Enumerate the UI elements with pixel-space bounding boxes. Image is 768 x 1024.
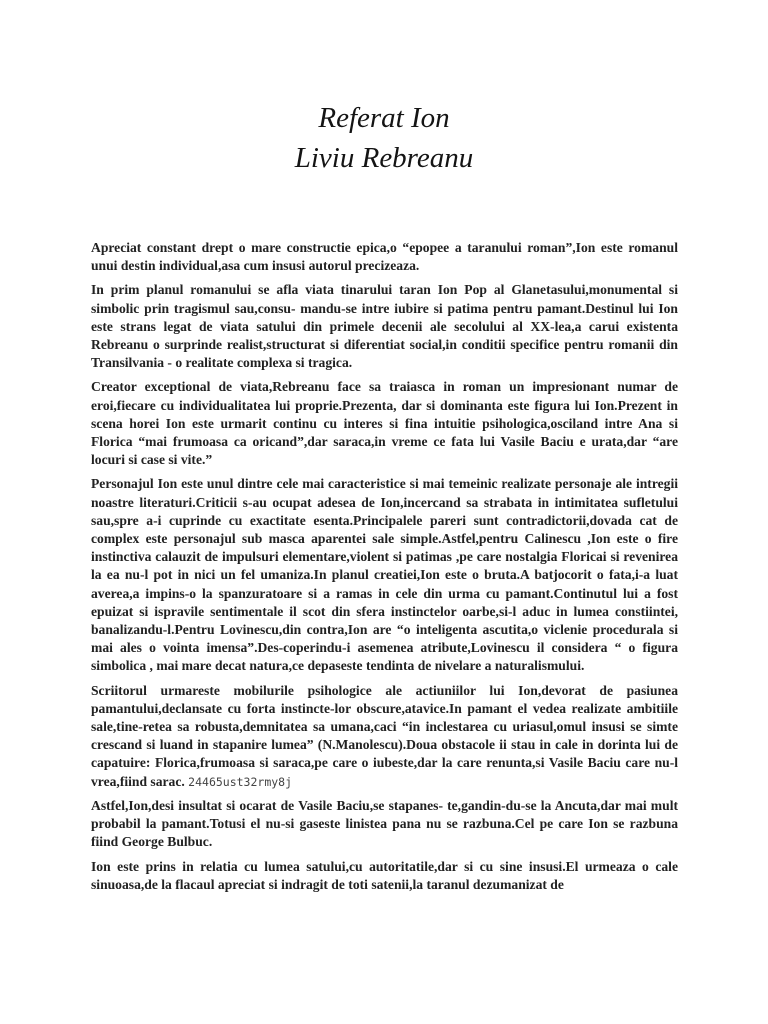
paragraph-2: In prim planul romanului se afla viata tinarului taran Ion Pop al Glanetasului,monumental si simbolic prin tragismul sau,consu- mandu-se intre iubire si patima pentru pamant.Destinul lui Ion este strans legat de viata satului din primele decenii ale secolului al XX-lea,a carui existenta Rebreanu o surprinde realist,structurat si diferentiat social,in conditii specifice pentru romanii din Transilvania - o realitate complexa si tragica. bbox=[91, 282, 678, 371]
document-body bbox=[91, 239, 678, 900]
paragraph-5 bbox=[91, 682, 678, 791]
paragraph-3: Creator exceptional de viata,Rebreanu face sa traiasca in roman un impresionant numar de eroi,fiecare cu individualitatea lui proprie.Prezenta, dar si dominanta este figura lui Ion.Prezent in scena horei Ion este urmarit continu cu interes si fina intuitie psihologica,osciland intre Ana si Florica “mai frumoasa ca oricand”,dar saraca,in vreme ce fata lui Vasile Baciu e urata,dar “are locuri si case si vite.” bbox=[91, 379, 678, 468]
paragraph-6: Astfel,Ion,desi insultat si ocarat de Vasile Baciu,se stapanes- te,gandin-du-se la Ancuta,dar mai mult probabil la pamant.Totusi el nu-si gaseste linistea pana nu se razbuna.Cel pe care Ion se razbuna fiind George Bulbuc. bbox=[91, 797, 678, 850]
paragraph-7: Ion este prins in relatia cu lumea satului,cu autoritatile,dar si cu sine insusi.El urmeaza o cale sinuoasa,de la flacaul apreciat si indragit de toti satenii,la taranul dezumanizat de bbox=[91, 858, 678, 892]
title-block bbox=[0, 98, 768, 178]
document-author: Liviu Rebreanu bbox=[294, 142, 474, 174]
document-title: Referat Ion bbox=[318, 102, 450, 134]
paragraph-4: Personajul Ion este unul dintre cele mai caracteristice si mai temeinic realizate personaje ale intregii noastre literaturi.Criticii s-au ocupat adesea de Ion,incercand sa strabata in intimitatea sufletului sau,spre a-i cuprinde cu exactitate esenta.Principalele pareri sunt contradictorii,dovada cat de complex este personajul sub masca aparentei sale simple.Astfel,pentru Calinescu ,Ion este o fire instinctiva calauzit de impulsuri elementare,violent si patimas ,pe care nostalgia Floricai si revenirea la ea nu-l pot in nici un fel umaniza.In planul creatiei,Ion este o bruta.A batjocorit o fata,i-a luat averea,a impins-o la spanzuratoare si a ramas in cele din urma cu pamant.Continutul lui a fost epuizat si ispravile sentimentale il scot din sfera instinctelor oarbe,si-l aduc in lumea constiintei, banalizandu-l.Pentru Lovinescu,din contra,Ion are “o inteligenta ascutita,o viclenie procedurala si mai ales o vointa imensa”.Des-coperindu-i asemenea atribute,Lovinescu il considera “ o figura simbolica , mai mare decat natura,ce depaseste tendinta de nivelare a naturalismului. bbox=[91, 476, 678, 674]
paragraph-5-text: Scriitorul urmareste mobilurile psihologice ale actiuniilor lui Ion,devorat de pasiunea pamantului,declansate cu forta instincte-lor obscure,atavice.In pamant el vedea realizate ambitiile sale,tine-retea sa robusta,demnitatea sa umana,caci “in inclestarea cu uriasul,omul insusi se simte crescand si luand in stapanire lumea” (N.Manolescu).Doua obstacole ii stau in cale in dorinta lui de capatuire: Florica,frumoasa si saraca,pe care o iubeste,dar la care renunta,si Vasile Baciu care nu-l vrea,fiind sarac. bbox=[91, 682, 678, 789]
paragraph-1: Apreciat constant drept o mare constructie epica,o “epopee a taranului roman”,Ion este romanul unui destin individual,asa cum insusi autorul precizeaza. bbox=[91, 240, 678, 274]
inline-code: 24465ust32rmy8j bbox=[188, 774, 293, 789]
